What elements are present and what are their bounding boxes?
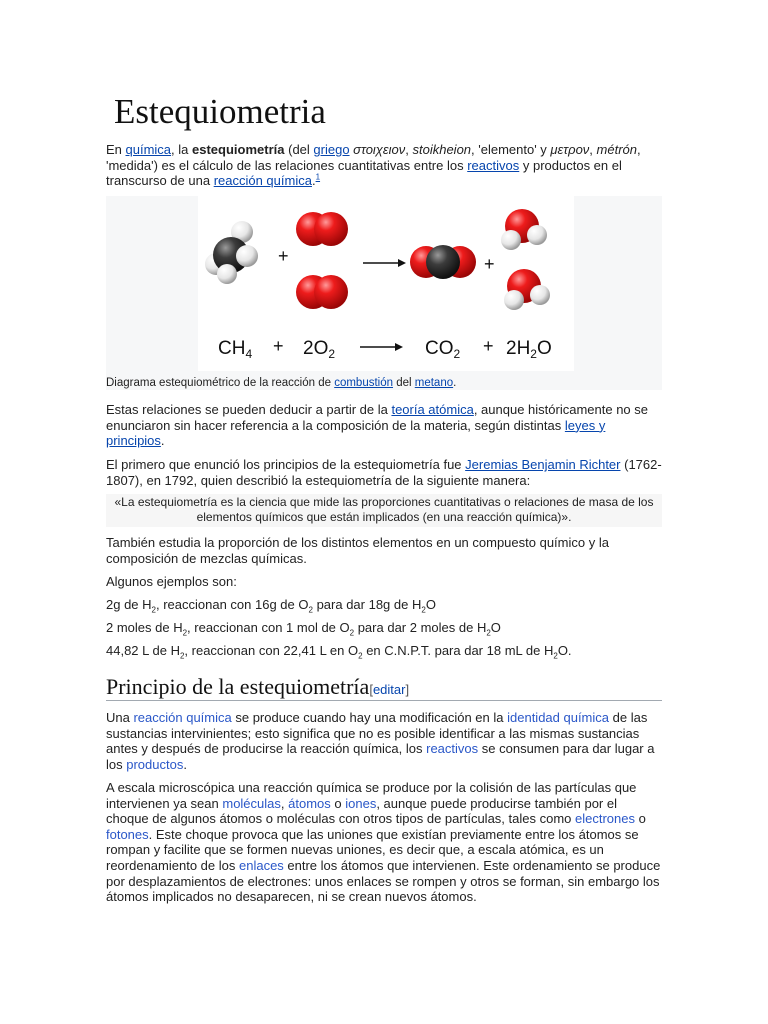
reaction-figure bbox=[106, 196, 662, 390]
link-reactivos[interactable]: reactivos bbox=[467, 157, 520, 173]
link-reaccion-quimica[interactable]: reacción química bbox=[213, 173, 312, 189]
text: . bbox=[453, 377, 457, 389]
text: o bbox=[634, 811, 646, 827]
page-title: Estequiometria bbox=[114, 92, 326, 131]
link-griego[interactable]: griego bbox=[313, 142, 350, 157]
link-electrones[interactable]: electrones bbox=[575, 811, 635, 827]
blockquote: «La estequiometría es la ciencia que mide las proporciones cuantitativas o relaciones de masa de los elementos químicos que están implicados (en una reacción química)». bbox=[106, 494, 662, 527]
reference-link[interactable]: 1 bbox=[315, 172, 321, 182]
methane-molecule-icon bbox=[205, 221, 258, 284]
oxygen-molecule-icon bbox=[296, 212, 348, 246]
svg-text:2O2: $2O_2$ bbox=[303, 338, 336, 361]
text: . bbox=[311, 173, 316, 189]
combustion-diagram[interactable] bbox=[198, 196, 574, 371]
paragraph-microscopica bbox=[106, 780, 662, 905]
text: El primero que enunció los principios de la estequiometría fue bbox=[106, 457, 466, 472]
text: , aunque puede producirse también por el choque de algunos átomos o moléculas con otros tipos de partículas, tales como bbox=[106, 795, 617, 827]
greek-term: στοιχειον bbox=[353, 142, 406, 157]
edit-link[interactable]: editar bbox=[372, 682, 406, 697]
carbon-dioxide-molecule-icon bbox=[410, 245, 476, 279]
link-metano[interactable]: metano bbox=[414, 377, 454, 389]
oxygen-molecule-icon bbox=[296, 275, 348, 309]
text: de las sustancias intervinientes; esto significa que no es posible identificar a las mismas sustancias antes y después de producirse la reacción química, los bbox=[106, 710, 648, 757]
example-line: 44,82 L de $H_2$, reaccionan con 22,41 L en $O_2$ en C.N.P.T. para dar 18 mL de $H_2O$. bbox=[106, 643, 572, 661]
link-reactivos[interactable]: reactivos bbox=[426, 741, 479, 757]
link-teoria-atomica[interactable]: teoría atómica bbox=[391, 402, 474, 417]
water-molecule-icon bbox=[501, 209, 547, 250]
text: , 'elemento' y bbox=[471, 142, 551, 157]
link-quimica[interactable]: química bbox=[125, 142, 172, 157]
text: , la bbox=[171, 142, 193, 157]
text: entre los átomos que intervienen. Este ordenamiento se produce por desplazamientos de electrones: unos enlaces se rompen y otros se forman, sin embargo los átomos implicados no desaparecen, ni se crean nuevos átomos. bbox=[106, 857, 661, 905]
link-identidad-quimica[interactable]: identidad química bbox=[507, 710, 610, 725]
text: . Este choque provoca que las uniones que existían previamente entre los átomos se rompan y facilite que se formen nuevas uniones, es decir que, a escala atómica, es un reordenamiento de los bbox=[106, 826, 639, 873]
link-fotones[interactable]: fotones bbox=[106, 826, 149, 842]
link-moleculas[interactable]: moléculas bbox=[222, 795, 281, 811]
text: , bbox=[589, 142, 597, 157]
example-line: 2g de $H_2$, reaccionan con 16g de $O_2$ para dar 18g de $H_2O$ bbox=[106, 597, 436, 615]
greek-term: μετρον bbox=[550, 142, 590, 157]
section-heading bbox=[106, 674, 662, 701]
paragraph-proporcion: También estudia la proporción de los distintos elementos en un compuesto químico y la composición de mezclas químicas. bbox=[106, 535, 609, 566]
text: , bbox=[405, 142, 413, 157]
link-productos[interactable]: productos bbox=[126, 756, 184, 772]
svg-text:CH4: $CH_4$ bbox=[218, 338, 253, 361]
example-line: 2 moles de $H_2$, reaccionan con 1 mol de $O_2$ para dar 2 moles de $H_2O$ bbox=[106, 620, 501, 638]
translit-term: stoikheion bbox=[412, 142, 472, 157]
text: Diagrama estequiométrico de la reacción de bbox=[106, 377, 335, 389]
translit-term: métrón bbox=[596, 142, 637, 157]
intro-paragraph bbox=[106, 142, 662, 189]
link-enlaces[interactable]: enlaces bbox=[238, 857, 284, 873]
link-iones[interactable]: iones bbox=[345, 795, 377, 811]
text: o bbox=[330, 795, 346, 811]
text: . bbox=[183, 756, 187, 772]
text: se produce cuando hay una modificación en la bbox=[231, 710, 508, 725]
svg-text:2H2O: $2H_2O$ bbox=[506, 338, 552, 361]
plus-sign: + bbox=[484, 254, 495, 274]
paragraph-deduccion bbox=[106, 402, 662, 449]
water-molecule-icon bbox=[504, 269, 550, 310]
text: , bbox=[280, 795, 289, 811]
paragraph-reaccion bbox=[106, 710, 662, 772]
chemical-equation bbox=[218, 336, 552, 361]
link-leyes-y-principios[interactable]: leyes y principios bbox=[106, 417, 606, 449]
link-atomos[interactable]: átomos bbox=[288, 795, 331, 811]
term-bold: estequiometría bbox=[192, 142, 285, 157]
edit-section: [editar] bbox=[369, 682, 410, 697]
text: A escala microscópica una reacción química se produce por la colisión de las partículas que intervienen ya sean bbox=[106, 780, 637, 811]
svg-text:CO2: $CO_2$ bbox=[425, 338, 461, 361]
section-title: Principio de la estequiometría bbox=[106, 674, 370, 699]
text: Una bbox=[106, 710, 134, 725]
text: , aunque históricamente no se enunciaron sin hacer referencia a la composición de la materia, según distintas bbox=[106, 402, 648, 433]
link-richter[interactable]: Jeremias Benjamin Richter bbox=[465, 457, 621, 472]
link-reaccion-quimica[interactable]: reacción química bbox=[133, 710, 232, 725]
link-combustion[interactable]: combustión bbox=[334, 377, 394, 389]
figure-caption bbox=[106, 376, 456, 390]
text: , 'medida') es el cálculo de las relaciones cuantitativas entre los bbox=[106, 142, 641, 173]
paragraph-ejemplos: Algunos ejemplos son: bbox=[106, 574, 237, 589]
text: se consumen para dar lugar a los bbox=[106, 741, 655, 772]
plus-sign: + bbox=[278, 246, 289, 266]
text: (del bbox=[284, 142, 314, 157]
text: . bbox=[160, 433, 165, 449]
reaction-arrow-icon bbox=[363, 259, 406, 267]
text: (1762-1807), en 1792, quien describió la estequiometría de la siguiente manera: bbox=[106, 457, 662, 488]
text: Estas relaciones se pueden deducir a partir de la bbox=[106, 402, 392, 417]
paragraph-richter bbox=[106, 457, 662, 488]
text: En bbox=[106, 142, 126, 157]
text: del bbox=[393, 377, 415, 389]
text: y productos en el transcurso de una bbox=[106, 157, 622, 189]
svg-text:+: + bbox=[273, 336, 284, 356]
svg-text:+: + bbox=[483, 336, 494, 356]
